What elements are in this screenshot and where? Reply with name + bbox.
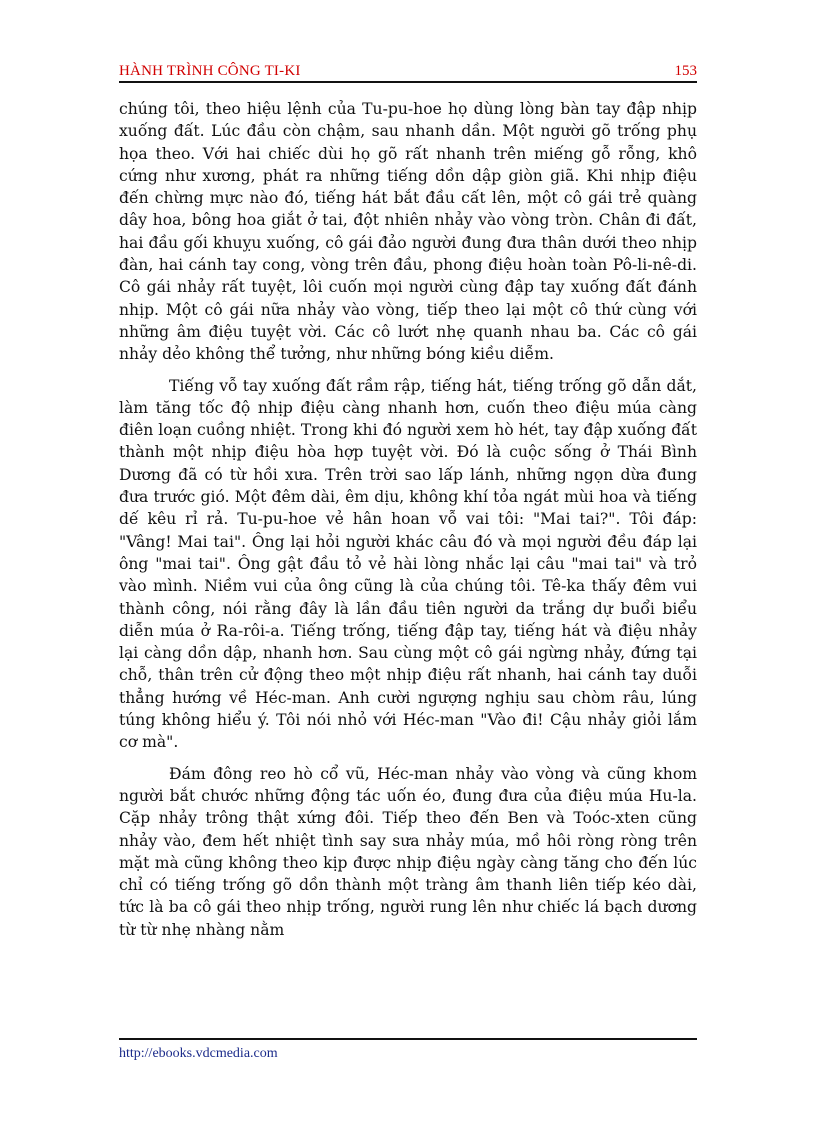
paragraph-1: chúng tôi, theo hiệu lệnh của Tu-pu-hoe họ dùng lòng bàn tay đập nhịp xuống đất. Lúc đầu còn chậm, sau nhanh dần. Một người gõ trống phụ họa theo. Với hai chiếc dùi họ gõ rất nhanh trên miếng gỗ rỗng, khô cứng như xương, phát ra những tiếng dồn dập giòn giã. Khi nhịp điệu đến chừng mực nào đó, tiếng hát bắt đầu cất lên, một cô gái trẻ quàng dây hoa, bông hoa giắt ở tai, đột nhiên nhảy vào vòng tròn. Chân đi đất, hai đầu gối khuỵu xuống, cô gái đảo người đung đưa thân dưới theo nhịp đàn, hai cánh tay cong, vòng trên đầu, phong điệu hoàn toàn Pô-li-nê-di. Cô gái nhảy rất tuyệt, lôi cuốn mọi người cùng đập tay xuống đất đánh nhịp. Một cô gái nữa nhảy vào vòng, tiếp theo lại một cô thứ cùng với những âm điệu tuyệt vời. Các cô lướt nhẹ quanh nhau ba. Các cô gái nhảy dẻo không thể tưởng, như những bóng kiều diễm. bbox=[119, 100, 697, 364]
page-body bbox=[119, 98, 697, 950]
footer-rule bbox=[119, 1038, 697, 1040]
paragraph-3: Đám đông reo hò cổ vũ, Héc-man nhảy vào vòng và cũng khom người bắt chước những động tác uốn éo, đung đưa của điệu múa Hu-la. Cặp nhảy trông thật xứng đôi. Tiếp theo đến Ben và Toóc-xten cũng nhảy vào, đem hết nhiệt tình say sưa nhảy múa, mồ hôi ròng ròng trên mặt mà cũng không theo kịp được nhịp điệu ngày càng tăng cho đến lúc chỉ có tiếng trống gõ dồn thành một tràng âm thanh liên tiếp kéo dài, tức là ba cô gái theo nhịp trống, người rung lên như chiếc lá bạch dương từ từ nhẹ nhàng nằm bbox=[119, 764, 697, 939]
header-rule bbox=[119, 81, 697, 83]
page-number: 153 bbox=[674, 63, 697, 79]
footer-url[interactable]: http://ebooks.vdcmedia.com bbox=[119, 1046, 278, 1061]
book-title: HÀNH TRÌNH CÔNG TI-KI bbox=[119, 63, 301, 79]
paragraph-2: Tiếng vỗ tay xuống đất rầm rập, tiếng hát, tiếng trống gõ dẫn dắt, làm tăng tốc độ nhịp điệu càng nhanh hơn, cuốn theo điệu múa càng điên loạn cuồng nhiệt. Trong khi đó người xem hò hét, tay đập xuống đất thành một nhịp điệu hòa hợp tuyệt vời. Đó là cuộc sống ở Thái Bình Dương đã có từ hồi xưa. Trên trời sao lấp lánh, những ngọn dừa đung đưa trước gió. Một đêm dài, êm dịu, không khí tỏa ngát mùi hoa và tiếng dế kêu rỉ rả. Tu-pu-hoe vẻ hân hoan vỗ vai tôi: "Mai tai?". Tôi đáp: "Vâng! Mai tai". Ông lại hỏi người khác câu đó và mọi người đều đáp lại ông "mai tai". Ông gật đầu tỏ vẻ hài lòng nhắc lại câu "mai tai" và trỏ vào mình. Niềm vui của ông cũng là của chúng tôi. Tê-ka thấy đêm vui thành công, nói rằng đây là lần đầu tiên người da trắng dự buổi biểu diễn múa ở Ra-rôi-a. Tiếng trống, tiếng đập tay, tiếng hát và điệu nhảy lại càng dồn dập, nhanh hơn. Sau cùng một cô gái ngừng nhảy, đứng tại chỗ, thân trên cử động theo một nhịp điệu rất nhanh, hai cánh tay duỗi thẳng hướng về Héc-man. Anh cười ngượng nghịu sau chòm râu, lúng túng không hiểu ý. Tôi nói nhỏ với Héc-man "Vào đi! Cậu nhảy giỏi lắm cơ mà". bbox=[119, 376, 697, 752]
